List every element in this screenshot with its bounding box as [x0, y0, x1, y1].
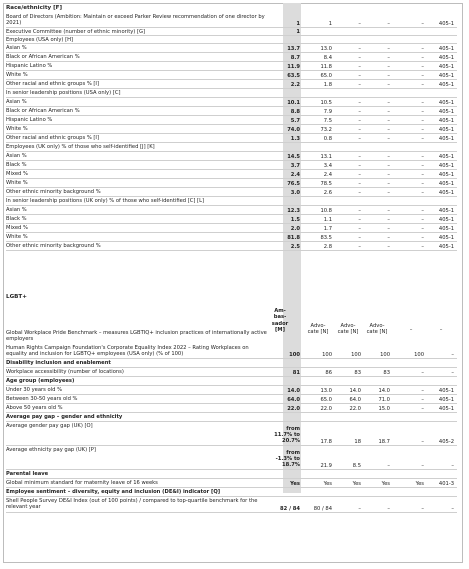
- row-label: Global minimum standard for maternity leave of 16 weeks: [6, 479, 158, 486]
- table-row: [6, 152, 457, 161]
- table-cell: –: [387, 180, 390, 187]
- table-cell: 8.8: [290, 108, 300, 115]
- row-label: Disability inclusion and enablement: [6, 359, 111, 366]
- row-label: Parental leave: [6, 470, 49, 477]
- table-cell: –: [387, 234, 390, 241]
- table-cell: 100: [380, 351, 390, 358]
- table-cell: –: [387, 99, 390, 106]
- table-cell: –: [387, 117, 390, 124]
- table-row: [6, 446, 457, 470]
- table-row: [6, 344, 457, 359]
- table-cell: –: [421, 63, 424, 70]
- table-cell: –: [387, 462, 390, 469]
- table-cell: 74.0: [287, 126, 300, 133]
- table-cell: 17.8: [320, 438, 332, 445]
- table-cell: 83.5: [320, 234, 332, 241]
- table-cell: –: [387, 162, 390, 169]
- table-cell: 1.3: [290, 135, 300, 142]
- row-label: Other ethnic minority background %: [6, 242, 101, 249]
- row-label: Average pay gap – gender and ethnicity: [6, 413, 123, 420]
- table-cell: 14.0: [378, 387, 390, 394]
- lgbt-section-title: LGBT+: [6, 294, 27, 300]
- table-cell: –: [421, 72, 424, 79]
- table-cell: 80 / 84: [313, 505, 332, 512]
- table-cell: 14.5: [287, 153, 300, 160]
- table-row: [6, 206, 457, 215]
- table-cell: 1.7: [323, 225, 332, 232]
- row-label: Other ethnic minority background %: [6, 188, 101, 195]
- table-cell: –: [421, 207, 424, 214]
- row-label: Age group (employees): [6, 377, 75, 384]
- table-cell: –: [387, 81, 390, 88]
- table-row: [6, 116, 457, 125]
- row-label: Asian %: [6, 44, 27, 51]
- table-row: [6, 197, 457, 206]
- table-row: [6, 404, 457, 413]
- table-cell: Yes: [352, 480, 361, 487]
- table-row: [6, 377, 457, 386]
- table-cell: –: [387, 505, 390, 512]
- table-cell: Yes: [323, 480, 332, 487]
- table-cell: –: [358, 108, 361, 115]
- row-label: Board of Directors (Ambition: Maintain or exceed Parker Review recommendation of one director by 2021): [6, 13, 265, 26]
- table-cell: 22.0: [287, 405, 300, 412]
- row-label: Executive Committee (number of ethnic minority) [G]: [6, 28, 146, 35]
- table-cell: 5.7: [290, 117, 300, 124]
- table-row: [6, 13, 457, 28]
- table-cell: 405-1: [438, 99, 454, 106]
- table-cell: 8.7: [290, 54, 300, 61]
- table-cell: 14.0: [349, 387, 361, 394]
- table-cell: –: [358, 225, 361, 232]
- table-cell: Yes: [290, 480, 300, 487]
- row-label: Hispanic Latino %: [6, 116, 53, 123]
- table-cell: 2.8: [323, 243, 332, 250]
- table-cell: –: [387, 135, 390, 142]
- table-cell: –: [421, 54, 424, 61]
- table-cell: –: [358, 207, 361, 214]
- table-cell: 83: [354, 369, 361, 376]
- table-cell: –: [451, 462, 454, 469]
- table-row: [6, 368, 457, 377]
- row-label: Other racial and ethnic groups % [I]: [6, 134, 99, 141]
- table-row: [6, 179, 457, 188]
- table-row: [6, 134, 457, 143]
- table-cell: 8.4: [323, 54, 332, 61]
- table-row: [6, 497, 457, 513]
- table-cell: 1.5: [290, 216, 300, 223]
- table-cell: 405-1: [438, 405, 454, 412]
- table-cell: 10.1: [287, 99, 300, 106]
- table-cell: 65.0: [320, 72, 332, 79]
- row-label: Black %: [6, 215, 27, 222]
- column-header: Advo- cate [N]: [307, 323, 329, 336]
- table-row: [6, 488, 457, 497]
- table-row: [6, 170, 457, 179]
- table-cell: –: [421, 117, 424, 124]
- table-cell: –: [451, 369, 454, 376]
- row-label: White %: [6, 233, 28, 240]
- table-cell: 64.0: [287, 396, 300, 403]
- table-cell: –: [421, 81, 424, 88]
- table-cell: –: [358, 72, 361, 79]
- table-cell: –: [358, 171, 361, 178]
- table-cell: –: [358, 189, 361, 196]
- table-cell: –: [358, 216, 361, 223]
- table-row: [6, 242, 457, 251]
- row-label: Between 30-50 years old %: [6, 395, 78, 402]
- table-cell: 0.8: [323, 135, 332, 142]
- table-row: [6, 44, 457, 53]
- column-header: Advo- cate [N]: [337, 323, 359, 336]
- table-cell: 100: [322, 351, 332, 358]
- table-cell: 3.0: [290, 189, 300, 196]
- table-cell: 81.8: [287, 234, 300, 241]
- table-cell: 401-3: [438, 480, 454, 487]
- table-cell: 405-1: [438, 216, 454, 223]
- table-cell: 100: [351, 351, 361, 358]
- row-label: Black or African American %: [6, 53, 80, 60]
- table-row: [6, 28, 457, 36]
- table-cell: 405-2: [438, 438, 454, 445]
- table-cell: –: [358, 180, 361, 187]
- benchmark-label: Global Workplace Pride Benchmark – measures LGBTIQ+ inclusion practices of internationally active employers: [6, 330, 267, 343]
- table-cell: –: [358, 153, 361, 160]
- table-cell: –: [387, 108, 390, 115]
- table-cell: 64.0: [349, 396, 361, 403]
- table-cell: 405-1: [438, 207, 454, 214]
- table-row: [6, 62, 457, 71]
- row-label: Employee sentiment – diversity, equity and inclusion (DE&I) indicator [Q]: [6, 488, 221, 495]
- table-cell: from 11.7% to 20.7%: [274, 425, 300, 445]
- table-cell: –: [387, 243, 390, 250]
- column-header: –: [409, 327, 413, 333]
- table-cell: 15.0: [378, 405, 390, 412]
- table-cell: –: [387, 63, 390, 70]
- table-row: [6, 143, 457, 152]
- table-cell: 2.2: [290, 81, 300, 88]
- table-cell: –: [387, 20, 390, 27]
- table-cell: –: [421, 369, 424, 376]
- row-label: Asian %: [6, 98, 27, 105]
- table-cell: 18.7: [378, 438, 390, 445]
- table-cell: –: [421, 405, 424, 412]
- row-label: Average gender pay gap (UK) [O]: [6, 422, 93, 429]
- table-cell: –: [421, 234, 424, 241]
- row-label: Asian %: [6, 206, 27, 213]
- row-label: Mixed %: [6, 170, 28, 177]
- table-cell: –: [387, 45, 390, 52]
- table-cell: –: [387, 216, 390, 223]
- row-label: Workplace accessibility (number of locations): [6, 368, 124, 375]
- table-row: [6, 386, 457, 395]
- table-cell: –: [358, 234, 361, 241]
- table-cell: 65.0: [320, 396, 332, 403]
- table-cell: –: [451, 505, 454, 512]
- table-row: [6, 80, 457, 89]
- table-row: [6, 215, 457, 224]
- row-label: White %: [6, 179, 28, 186]
- table-cell: 12.3: [287, 207, 300, 214]
- table-cell: –: [387, 225, 390, 232]
- table-cell: from -1.3% to 18.7%: [275, 449, 300, 469]
- table-cell: 405-1: [438, 72, 454, 79]
- column-header: –: [439, 327, 443, 333]
- table-cell: 405-1: [438, 396, 454, 403]
- table-cell: –: [358, 45, 361, 52]
- table-cell: 3.4: [323, 162, 332, 169]
- column-header: Am- bas- sador [M]: [271, 308, 289, 333]
- table-cell: 1: [296, 20, 300, 27]
- table-cell: 100: [289, 351, 300, 358]
- table-cell: 13.1: [320, 153, 332, 160]
- table-cell: 82 / 84: [280, 505, 300, 512]
- column-header: Advo- cate [N]: [366, 323, 388, 336]
- table-row: [6, 36, 457, 44]
- table-cell: 2.6: [323, 189, 332, 196]
- table-cell: Yes: [415, 480, 424, 487]
- table-cell: 8.5: [352, 462, 361, 469]
- table-cell: 22.0: [349, 405, 361, 412]
- row-label: Hispanic Latino %: [6, 62, 53, 69]
- table-cell: 83: [383, 369, 390, 376]
- row-label: Employees (UK only) % of those who self-identified [J] [K]: [6, 143, 155, 150]
- table-cell: –: [358, 135, 361, 142]
- table-cell: 71.0: [378, 396, 390, 403]
- table-cell: –: [421, 45, 424, 52]
- table-cell: 1: [328, 20, 332, 27]
- table-cell: 405-1: [438, 117, 454, 124]
- table-cell: 78.5: [320, 180, 332, 187]
- table-row: [6, 53, 457, 62]
- table-cell: –: [421, 153, 424, 160]
- table-cell: 2.4: [290, 171, 300, 178]
- row-label: Shell People Survey DE&I Index (out of 100 points) / compared to top-quartile benchmark for the relevant year: [6, 497, 258, 510]
- table-cell: –: [421, 396, 424, 403]
- row-label: Human Rights Campaign Foundation's Corporate Equality Index 2022 – Rating Workplaces on equality and inclusion for LGBTQ+ employees (USA only) (% of 100): [6, 344, 249, 357]
- table-cell: 73.2: [320, 126, 332, 133]
- table-row: [6, 188, 457, 197]
- table-cell: 2.0: [290, 225, 300, 232]
- row-label: White %: [6, 71, 28, 78]
- table-cell: –: [421, 171, 424, 178]
- table-cell: 405-1: [438, 45, 454, 52]
- table-cell: 405-1: [438, 81, 454, 88]
- table-cell: 405-1: [438, 180, 454, 187]
- table-row: [6, 479, 457, 488]
- table-cell: 2.4: [323, 171, 332, 178]
- table-cell: –: [387, 126, 390, 133]
- table-cell: 3.7: [290, 162, 300, 169]
- table-cell: –: [358, 81, 361, 88]
- table-row: [6, 470, 457, 479]
- table-cell: –: [421, 20, 424, 27]
- table-cell: –: [387, 153, 390, 160]
- table-cell: –: [387, 171, 390, 178]
- table-cell: –: [421, 505, 424, 512]
- table-cell: 405-1: [438, 54, 454, 61]
- table-row: [6, 395, 457, 404]
- table-cell: –: [421, 108, 424, 115]
- table-cell: –: [358, 126, 361, 133]
- table-cell: 21.9: [320, 462, 332, 469]
- table-cell: 13.0: [320, 45, 332, 52]
- table-cell: –: [421, 243, 424, 250]
- table-cell: 11.9: [287, 63, 300, 70]
- table-cell: 405-1: [438, 387, 454, 394]
- table-cell: 76.5: [287, 180, 300, 187]
- row-label: Average ethnicity pay gap (UK) [P]: [6, 446, 96, 453]
- table-cell: –: [358, 243, 361, 250]
- row-label: Above 50 years old %: [6, 404, 63, 411]
- table-cell: –: [387, 189, 390, 196]
- table-cell: 7.9: [323, 108, 332, 115]
- table-cell: 10.5: [320, 99, 332, 106]
- table-cell: –: [358, 63, 361, 70]
- table-cell: –: [358, 20, 361, 27]
- table-row: [6, 98, 457, 107]
- table-cell: –: [421, 387, 424, 394]
- table-cell: –: [387, 72, 390, 79]
- table-row: [6, 224, 457, 233]
- table-cell: 86: [325, 369, 332, 376]
- table-cell: 1.8: [323, 81, 332, 88]
- race-section-title: Race/ethnicity [F]: [6, 5, 63, 11]
- table-cell: –: [421, 162, 424, 169]
- table-cell: 1.1: [323, 216, 332, 223]
- row-label: Other racial and ethnic groups % [I]: [6, 80, 99, 87]
- table-cell: –: [421, 99, 424, 106]
- table-cell: –: [421, 126, 424, 133]
- table-cell: 405-1: [438, 135, 454, 142]
- row-label: In senior leadership positions (USA only) [C]: [6, 89, 121, 96]
- table-cell: –: [421, 225, 424, 232]
- table-cell: 405-1: [438, 225, 454, 232]
- table-cell: 405-1: [438, 234, 454, 241]
- table-cell: –: [451, 351, 454, 358]
- row-label: Black or African American %: [6, 107, 80, 114]
- table-row: [6, 422, 457, 446]
- table-row: [6, 89, 457, 98]
- table-cell: 2.5: [290, 243, 300, 250]
- table-cell: 405-1: [438, 162, 454, 169]
- table-cell: –: [421, 189, 424, 196]
- table-cell: –: [387, 54, 390, 61]
- table-cell: 22.0: [320, 405, 332, 412]
- row-label: Black %: [6, 161, 27, 168]
- table-cell: –: [358, 54, 361, 61]
- table-cell: 405-1: [438, 153, 454, 160]
- table-cell: –: [358, 162, 361, 169]
- table-cell: –: [421, 438, 424, 445]
- table-cell: 81: [292, 369, 300, 376]
- table-cell: 13.0: [320, 387, 332, 394]
- table-row: [6, 161, 457, 170]
- row-label: Asian %: [6, 152, 27, 159]
- table-cell: –: [421, 180, 424, 187]
- table-cell: –: [421, 216, 424, 223]
- table-row: [6, 359, 457, 368]
- row-label: Under 30 years old %: [6, 386, 63, 393]
- row-label: White %: [6, 125, 28, 132]
- table-row: [6, 233, 457, 242]
- table-cell: 405-1: [438, 171, 454, 178]
- table-cell: –: [358, 505, 361, 512]
- table-row: [6, 107, 457, 116]
- table-cell: 11.8: [320, 63, 332, 70]
- table-cell: –: [358, 99, 361, 106]
- table-row: [6, 413, 457, 422]
- table-cell: –: [421, 135, 424, 142]
- table-cell: –: [421, 462, 424, 469]
- table-cell: 14.0: [287, 387, 300, 394]
- row-label: Employees (USA only) [H]: [6, 36, 74, 43]
- table-cell: Yes: [381, 480, 390, 487]
- table-cell: 405-1: [438, 108, 454, 115]
- table-cell: 7.5: [323, 117, 332, 124]
- table-cell: 405-1: [438, 63, 454, 70]
- table-cell: 100: [414, 351, 424, 358]
- table-cell: 18: [354, 438, 361, 445]
- table-cell: 1: [296, 28, 300, 35]
- table-cell: 405-1: [438, 20, 454, 27]
- table-cell: 405-1: [438, 126, 454, 133]
- table-cell: –: [387, 207, 390, 214]
- table-row: [6, 71, 457, 80]
- table-cell: 405-1: [438, 243, 454, 250]
- table-cell: 405-1: [438, 189, 454, 196]
- row-label: Mixed %: [6, 224, 28, 231]
- table-row: [6, 125, 457, 134]
- table-cell: –: [358, 117, 361, 124]
- table-cell: 63.5: [287, 72, 300, 79]
- table-cell: 10.8: [320, 207, 332, 214]
- table-cell: 13.7: [287, 45, 300, 52]
- row-label: In senior leadership positions (UK only) % of those who self-identified [C] [L]: [6, 197, 204, 204]
